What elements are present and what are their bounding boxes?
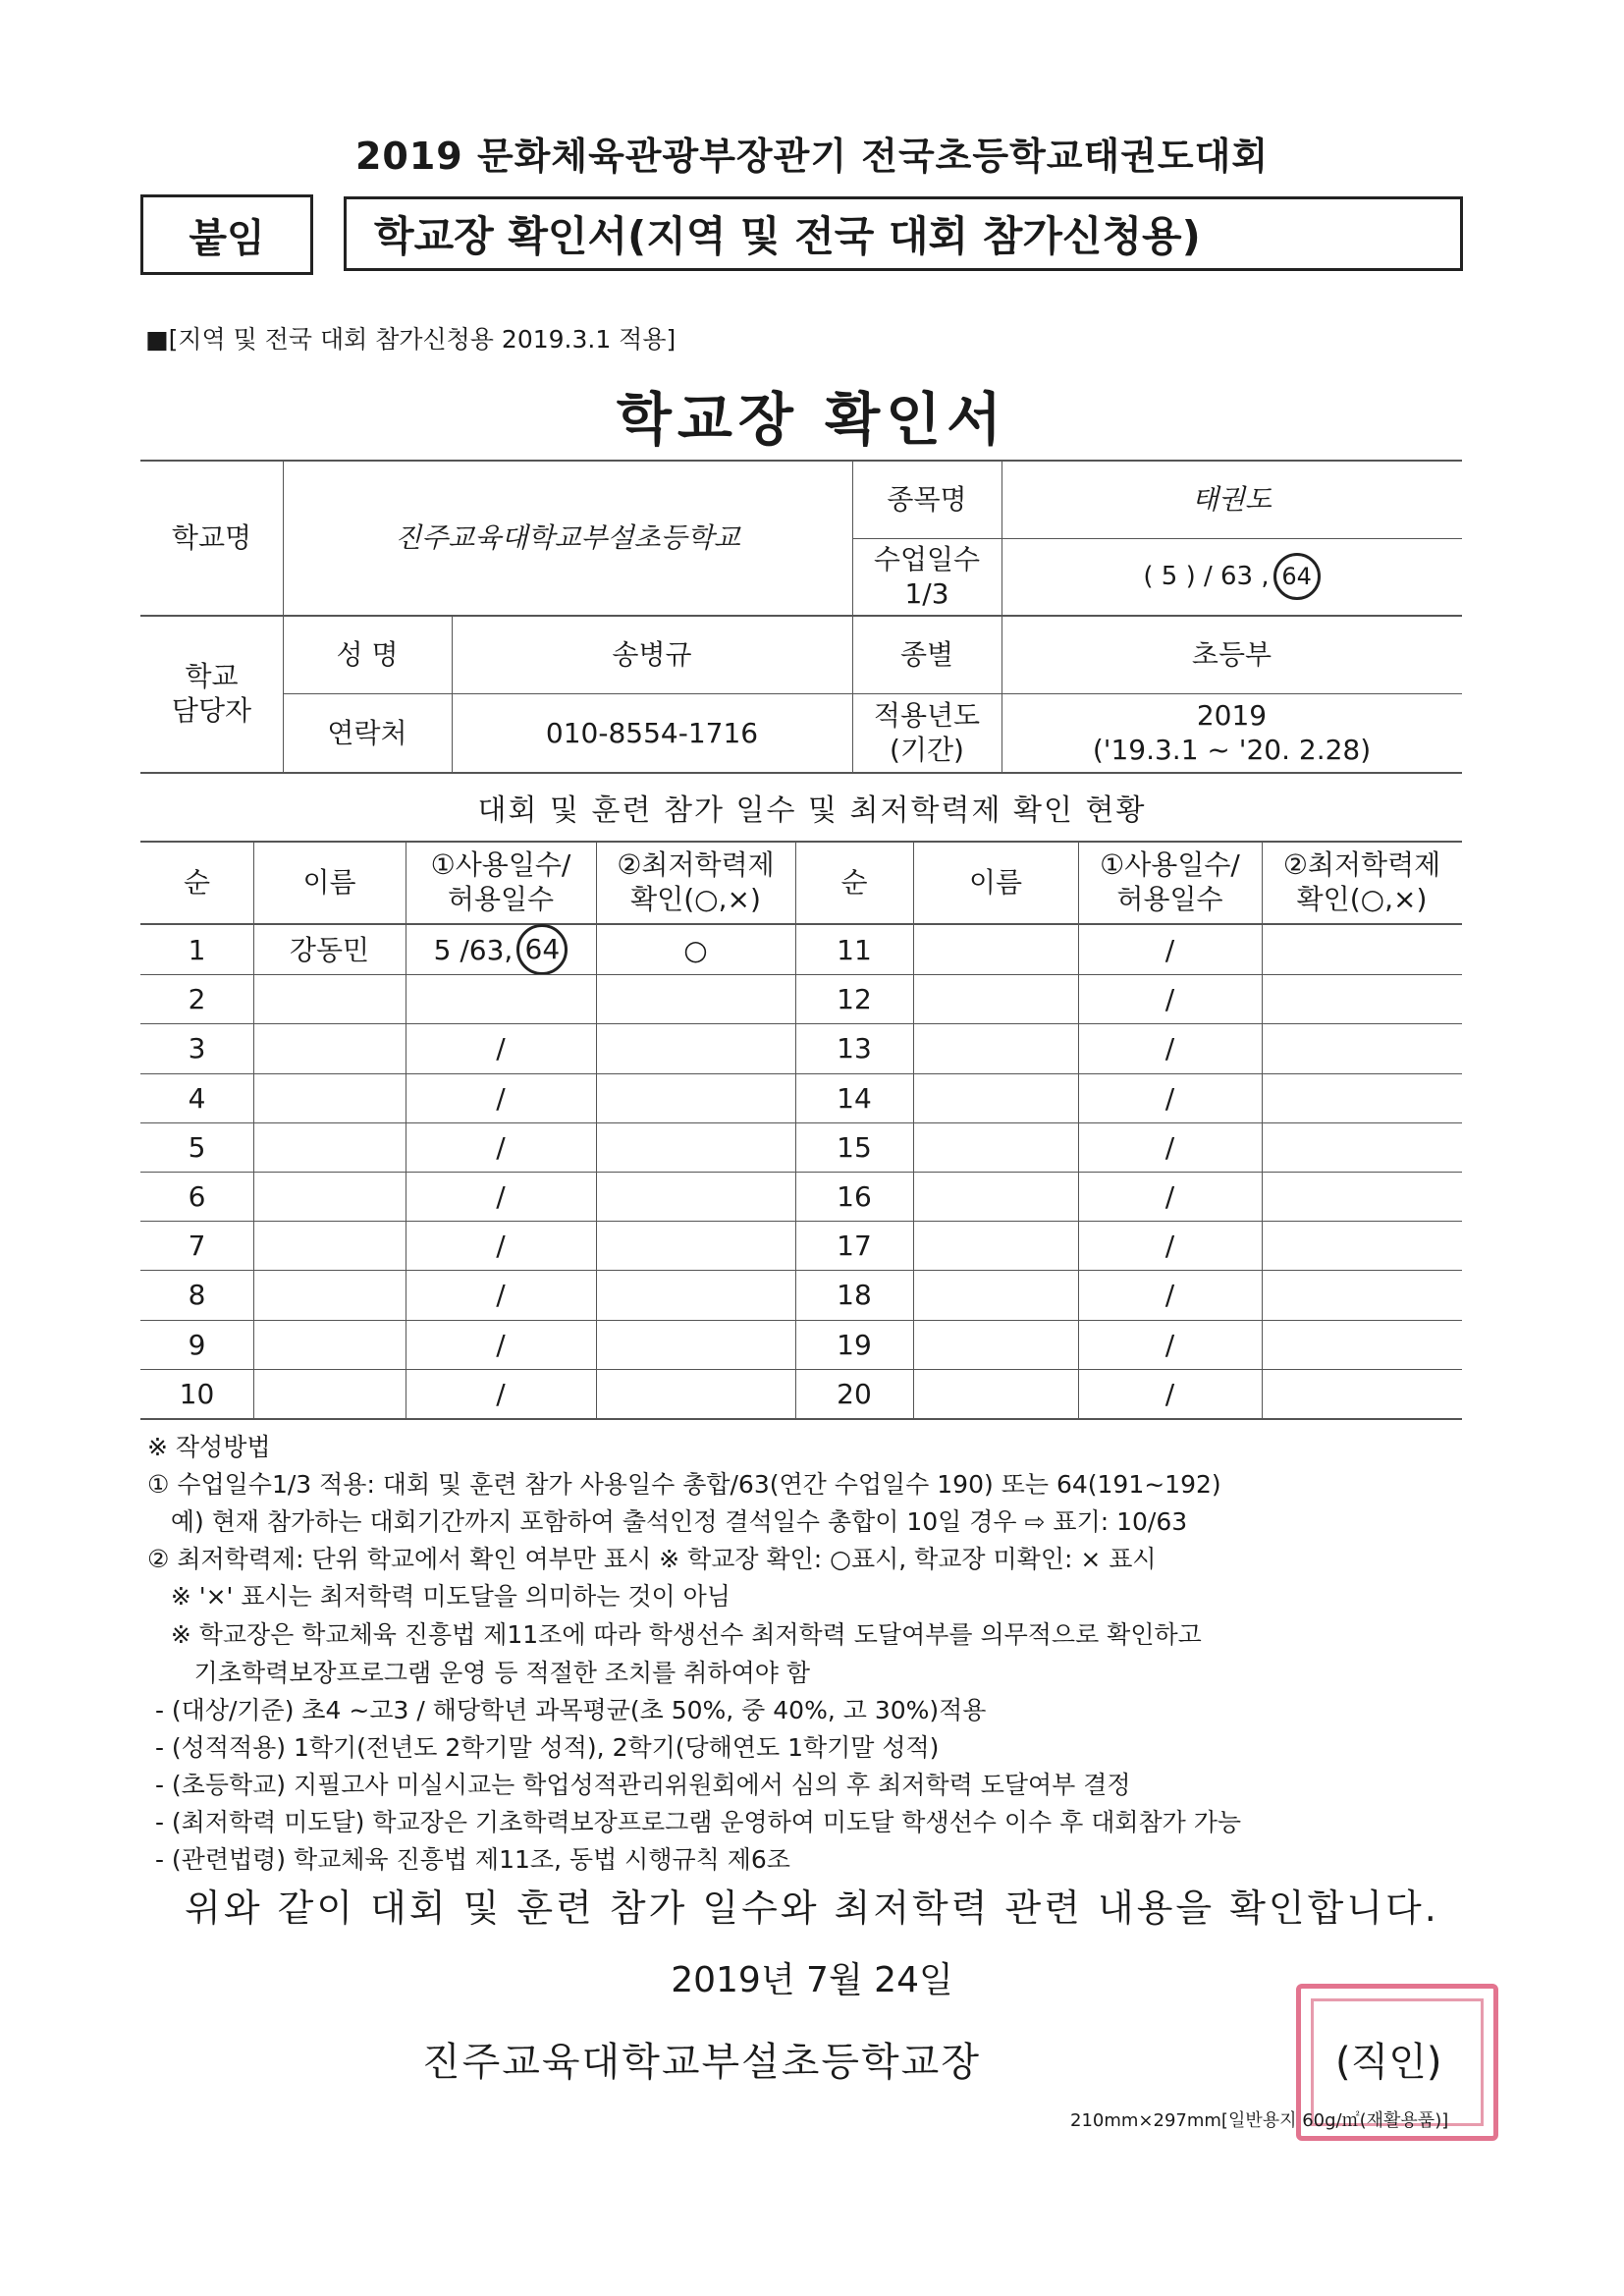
right-row-3-days: [1078, 1023, 1262, 1072]
confirmation-date: 2019년 7월 24일: [671, 1960, 953, 2000]
right-row-3-check: [1262, 1023, 1462, 1072]
right-row-6-days: [1078, 1172, 1262, 1221]
right-row-9-check: [1262, 1320, 1462, 1369]
header-name-right: 이름: [968, 865, 1023, 899]
right-row-5-no-text: 15: [837, 1130, 872, 1164]
right-row-5-check: [1262, 1122, 1462, 1172]
left-row-4-no-text: 4: [188, 1081, 206, 1115]
right-row-4-days-text: /: [1164, 1081, 1175, 1115]
right-row-5-days: [1078, 1122, 1262, 1172]
note-line-4: ② 최저학력제: 단위 학교에서 확인 여부만 표시 ※ 학교장 확인: ○표시, 학교장 미확인: × 표시: [147, 1545, 1157, 1573]
right-row-8-days-text: /: [1164, 1278, 1175, 1311]
name-label: 성 명: [336, 637, 399, 671]
left-row-9-check: [596, 1320, 795, 1369]
note-line-3: 예) 현재 참가하는 대회기간까지 포함하여 출석인정 결석일수 총합이 10일 경우 ⇨ 표기: 10/63: [147, 1507, 1188, 1536]
right-row-4-days: [1078, 1073, 1262, 1122]
left-row-2-days: [406, 974, 596, 1023]
left-row-10-days-text: /: [496, 1377, 506, 1410]
apply-year: 2019: [1196, 699, 1268, 732]
left-row-6-days: [406, 1172, 596, 1221]
class-days-label-line2: 1/3: [904, 577, 949, 610]
note-line-7: 기초학력보장프로그램 운영 등 적절한 조치를 취하여야 함: [147, 1659, 810, 1687]
confirmation-statement: 위와 같이 대회 및 훈련 참가 일수와 최저학력 관련 내용을 확인합니다.: [185, 1886, 1439, 1930]
left-row-6-no: [140, 1172, 253, 1221]
note-line-11: - (최저학력 미도달) 학교장은 기초학력보장프로그램 운영하여 미도달 학생선수 이수 후 대회참가 가능: [147, 1808, 1242, 1836]
left-row-9-no-text: 9: [188, 1328, 206, 1361]
right-row-9-no-text: 19: [837, 1328, 872, 1361]
right-row-4-name: [913, 1073, 1078, 1122]
left-row-5-name: [253, 1122, 406, 1172]
left-row-5-days-text: /: [496, 1130, 506, 1164]
header-days-right-line2: 허용일수: [1116, 883, 1223, 915]
principal-title: 진주교육대학교부설초등학교장: [422, 2040, 981, 2085]
note-line-8: - (대상/기준) 초4 ~고3 / 해당학년 과목평균(초 50%, 중 40%, 고 30%)적용: [147, 1696, 987, 1724]
manager-name: 송병규: [612, 637, 692, 671]
right-row-2-no-text: 12: [837, 982, 872, 1015]
right-row-2-days-text: /: [1164, 982, 1175, 1015]
left-row-1-days-text: 5 /63,: [433, 933, 514, 966]
attachment-label: 붙임: [140, 194, 313, 275]
note-line-5: ※ '×' 표시는 최저학력 미도달을 의미하는 것이 아님: [147, 1582, 731, 1611]
left-row-1-check-text: ○: [683, 933, 708, 966]
left-row-6-check: [596, 1172, 795, 1221]
right-row-8-days: [1078, 1270, 1262, 1319]
left-row-5-days: [406, 1122, 596, 1172]
left-row-10-check: [596, 1369, 795, 1418]
header-check-right-line2: 확인(○,×): [1296, 883, 1428, 915]
school-label: 학교명: [171, 520, 252, 554]
note-line-12: - (관련법령) 학교체육 진흥법 제11조, 동법 시행규칙 제6조: [147, 1845, 790, 1874]
sport-label: 종목명: [887, 482, 967, 516]
left-row-9-days-text: /: [496, 1328, 506, 1361]
left-row-4-days-text: /: [496, 1081, 506, 1115]
right-row-8-check: [1262, 1270, 1462, 1319]
category-label: 종별: [899, 637, 954, 671]
left-row-2-name: [253, 974, 406, 1023]
right-row-6-no-text: 16: [837, 1179, 872, 1213]
school-name: 진주교육대학교부설초등학교: [395, 520, 740, 554]
left-row-8-check: [596, 1270, 795, 1319]
note-line-10: - (초등학교) 지필고사 미실시교는 학업성적관리위원회에서 심의 후 최저학력 도달여부 결정: [147, 1771, 1131, 1799]
class-days-value: [1001, 538, 1462, 615]
right-row-8-no-text: 18: [837, 1278, 872, 1311]
left-row-2-no-text: 2: [188, 982, 206, 1015]
left-row-10-no: [140, 1369, 253, 1418]
header-no-right: 순: [840, 865, 868, 899]
left-row-8-no-text: 8: [188, 1278, 206, 1311]
subnote: ■[지역 및 전국 대회 참가신청용 2019.3.1 적용]: [145, 325, 677, 354]
right-row-7-no-text: 17: [837, 1229, 872, 1262]
left-row-9-days: [406, 1320, 596, 1369]
left-row-7-no-text: 7: [188, 1229, 206, 1262]
left-row-7-days-text: /: [496, 1229, 506, 1262]
right-row-5-no: [795, 1122, 913, 1172]
apply-year-label-line2: (기간): [890, 734, 964, 766]
header-no-left: 순: [183, 865, 211, 899]
status-title: 대회 및 훈련 참가 일수 및 최저학력제 확인 현황: [477, 793, 1147, 828]
right-row-6-name: [913, 1172, 1078, 1221]
class-days-circled: 64: [1273, 553, 1321, 600]
right-row-10-days: [1078, 1369, 1262, 1418]
right-row-8-no: [795, 1270, 913, 1319]
right-row-3-days-text: /: [1164, 1031, 1175, 1065]
right-row-1-days-text: /: [1164, 933, 1175, 966]
right-row-6-days-text: /: [1164, 1179, 1175, 1213]
right-row-9-name: [913, 1320, 1078, 1369]
apply-year-label: [852, 693, 1001, 772]
left-row-10-name: [253, 1369, 406, 1418]
seal-label: (직인): [1335, 2040, 1442, 2085]
left-row-4-days: [406, 1073, 596, 1122]
left-row-1-days-circled: 64: [516, 924, 568, 975]
header-days-right-line1: ①사용일수/: [1100, 848, 1240, 881]
right-row-10-no-text: 20: [837, 1377, 872, 1410]
right-row-5-days-text: /: [1164, 1130, 1175, 1164]
left-row-5-check: [596, 1122, 795, 1172]
header-check-left-line2: 확인(○,×): [630, 883, 761, 915]
left-row-6-name: [253, 1172, 406, 1221]
manager-label-line2: 담당자: [171, 694, 252, 727]
apply-period: ('19.3.1 ~ '20. 2.28): [1092, 734, 1372, 766]
right-row-6-check: [1262, 1172, 1462, 1221]
left-row-1-name: [253, 925, 406, 974]
header-name-left: 이름: [302, 865, 356, 899]
main-title: 학교장 확인서: [616, 386, 1008, 453]
left-row-3-days: [406, 1023, 596, 1072]
sport-value: 태권도: [1191, 482, 1272, 516]
note-line-6: ※ 학교장은 학교체육 진흥법 제11조에 따라 학생선수 최저학력 도달여부를 의무적으로 확인하고: [147, 1620, 1202, 1649]
right-row-7-name: [913, 1221, 1078, 1270]
right-row-10-days-text: /: [1164, 1377, 1175, 1410]
class-days-ratio: ( 5 ) / 63 ,: [1143, 561, 1270, 591]
left-row-3-name: [253, 1023, 406, 1072]
left-row-5-no-text: 5: [188, 1130, 206, 1164]
left-row-6-no-text: 6: [188, 1179, 206, 1213]
left-row-7-check: [596, 1221, 795, 1270]
header-days-left: [406, 841, 596, 923]
left-row-8-name: [253, 1270, 406, 1319]
contact-label: 연락처: [327, 716, 407, 749]
left-row-1-no-text: 1: [188, 933, 206, 966]
left-row-4-no: [140, 1073, 253, 1122]
left-row-10-no-text: 10: [179, 1377, 215, 1410]
left-row-1-days: [406, 925, 596, 974]
right-row-1-days: [1078, 925, 1262, 974]
right-row-10-check: [1262, 1369, 1462, 1418]
left-row-4-name: [253, 1073, 406, 1122]
right-row-3-name: [913, 1023, 1078, 1072]
header-days-left-line1: ①사용일수/: [430, 848, 571, 881]
left-row-8-no: [140, 1270, 253, 1319]
right-row-2-name: [913, 974, 1078, 1023]
right-row-4-no: [795, 1073, 913, 1122]
right-row-1-no: [795, 925, 913, 974]
right-row-4-check: [1262, 1073, 1462, 1122]
category-value: 초등부: [1191, 637, 1272, 671]
right-row-6-no: [795, 1172, 913, 1221]
right-row-8-name: [913, 1270, 1078, 1319]
right-row-7-check: [1262, 1221, 1462, 1270]
left-row-3-no: [140, 1023, 253, 1072]
right-row-3-no-text: 13: [837, 1031, 872, 1065]
header-check-left: [596, 841, 795, 923]
note-line-1: ※ 작성방법: [147, 1433, 271, 1461]
left-row-2-check: [596, 974, 795, 1023]
left-row-7-no: [140, 1221, 253, 1270]
header-check-right: [1262, 841, 1462, 923]
apply-year-value: [1001, 693, 1462, 772]
right-row-7-no: [795, 1221, 913, 1270]
left-row-1-name-text: 강동민: [289, 933, 370, 966]
right-row-7-days: [1078, 1221, 1262, 1270]
note-line-9: - (성적적용) 1학기(전년도 2학기말 성적), 2학기(당해연도 1학기말 성적): [147, 1733, 940, 1762]
left-row-7-days: [406, 1221, 596, 1270]
left-row-8-days-text: /: [496, 1278, 506, 1311]
header-check-right-line1: ②최저학력제: [1282, 848, 1441, 881]
right-row-1-no-text: 11: [837, 933, 872, 966]
left-row-9-name: [253, 1320, 406, 1369]
right-row-9-no: [795, 1320, 913, 1369]
right-row-3-no: [795, 1023, 913, 1072]
event-title: 2019 문화체육관광부장관기 전국초등학교태권도대회: [354, 135, 1270, 178]
apply-year-label-line1: 적용년도: [873, 699, 981, 732]
right-row-2-check: [1262, 974, 1462, 1023]
right-row-10-no: [795, 1369, 913, 1418]
left-row-8-days: [406, 1270, 596, 1319]
left-row-10-days: [406, 1369, 596, 1418]
header-days-right: [1078, 841, 1262, 923]
left-row-3-no-text: 3: [188, 1031, 206, 1065]
header-check-left-line1: ②최저학력제: [617, 848, 775, 881]
right-row-2-days: [1078, 974, 1262, 1023]
left-row-7-name: [253, 1221, 406, 1270]
left-row-9-no: [140, 1320, 253, 1369]
left-row-4-check: [596, 1073, 795, 1122]
manager-label: [140, 615, 283, 772]
left-row-1-no: [140, 925, 253, 974]
left-row-1-check: [596, 925, 795, 974]
right-row-5-name: [913, 1122, 1078, 1172]
right-row-9-days-text: /: [1164, 1328, 1175, 1361]
class-days-label-line1: 수업일수: [873, 543, 981, 575]
class-days-label: [852, 538, 1001, 615]
right-row-1-check: [1262, 925, 1462, 974]
left-row-6-days-text: /: [496, 1179, 506, 1213]
note-line-2: ① 수업일수1/3 적용: 대회 및 훈련 참가 사용일수 총합/63(연간 수업일수 190) 또는 64(191~192): [147, 1470, 1221, 1499]
header-days-left-line2: 허용일수: [447, 883, 555, 915]
left-row-5-no: [140, 1122, 253, 1172]
right-row-9-days: [1078, 1320, 1262, 1369]
document-title: 학교장 확인서(지역 및 전국 대회 참가신청용): [344, 196, 1463, 271]
right-row-10-name: [913, 1369, 1078, 1418]
right-row-2-no: [795, 974, 913, 1023]
right-row-4-no-text: 14: [837, 1081, 872, 1115]
paper-spec: 210mm×297mm[일반용지 60g/㎡(재활용품)]: [1070, 2110, 1449, 2131]
left-row-3-days-text: /: [496, 1031, 506, 1065]
left-row-2-no: [140, 974, 253, 1023]
right-row-7-days-text: /: [1164, 1229, 1175, 1262]
contact-value: 010-8554-1716: [545, 716, 759, 749]
left-row-3-check: [596, 1023, 795, 1072]
manager-label-line1: 학교: [185, 660, 239, 692]
right-row-1-name: [913, 925, 1078, 974]
